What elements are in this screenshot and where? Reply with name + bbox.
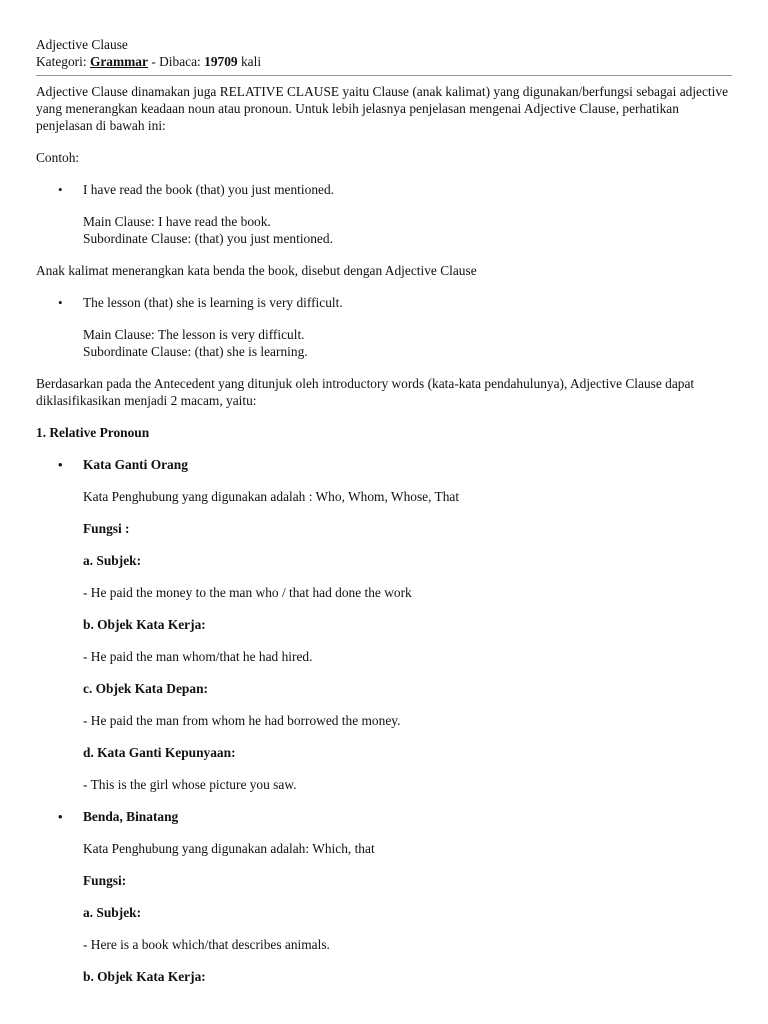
example2-sub: Subordinate Clause: (that) she is learning. — [83, 344, 308, 359]
classification-paragraph: Berdasarkan pada the Antecedent yang ditunjuk oleh introductory words (kata-kata pendahulunya), Adjective Clause dapat diklasifikasikan menjadi 2 macam, yaitu: — [36, 376, 695, 408]
benda-b-label: b. Objek Kata Kerja: — [83, 969, 206, 984]
document-page — [36, 36, 732, 985]
note1-paragraph: Anak kalimat menerangkan kata benda the book, disebut dengan Adjective Clause — [36, 263, 477, 278]
example1-main: Main Clause: I have read the book. — [83, 214, 271, 229]
document-header — [36, 36, 732, 70]
example1-bullet: • I have read the book (that) you just mentioned. — [36, 181, 732, 198]
read-count: 19709 — [204, 54, 238, 69]
section1-heading: 1. Relative Pronoun — [36, 425, 150, 440]
dibaca-label: - Dibaca: — [151, 54, 201, 69]
kategori-label: Kategori: — [36, 54, 87, 69]
contoh-label: Contoh: — [36, 150, 80, 165]
orang-d-label: d. Kata Ganti Kepunyaan: — [83, 745, 236, 760]
orang-fungsi: Fungsi : — [83, 521, 130, 536]
orang-b-label: b. Objek Kata Kerja: — [83, 617, 206, 632]
page-title: Adjective Clause — [36, 37, 128, 52]
orang-a-example: - He paid the money to the man who / that had done the work — [83, 585, 412, 600]
orang-a-label: a. Subjek: — [83, 553, 142, 568]
orang-b-example: - He paid the man whom/that he had hired. — [83, 649, 313, 664]
benda-list — [36, 808, 732, 825]
example2-clauses — [36, 326, 732, 360]
benda-bullet: • Benda, Binatang — [36, 808, 732, 825]
benda-penghubung: Kata Penghubung yang digunakan adalah: Which, that — [83, 841, 375, 856]
example2-main: Main Clause: The lesson is very difficult. — [83, 327, 305, 342]
intro-paragraph: Adjective Clause dinamakan juga RELATIVE CLAUSE yaitu Clause (anak kalimat) yang digunakan/berfungsi sebagai adjective yang menerangkan keadaan noun atau pronoun. Untuk lebih jelasnya penjelasan mengenai Adjective Clause, perhatikan penjelasan di bawah ini: — [36, 84, 729, 133]
example2-list — [36, 294, 732, 311]
orang-bullet: • Kata Ganti Orang — [36, 456, 732, 473]
meta-line — [36, 53, 732, 70]
benda-fungsi: Fungsi: — [83, 873, 127, 888]
benda-a-example: - Here is a book which/that describes animals. — [83, 937, 330, 952]
benda-a-label: a. Subjek: — [83, 905, 142, 920]
example1-clauses — [36, 213, 732, 247]
header-divider — [36, 75, 732, 76]
orang-d-example: - This is the girl whose picture you saw. — [83, 777, 297, 792]
orang-penghubung: Kata Penghubung yang digunakan adalah : Who, Whom, Whose, That — [83, 489, 460, 504]
orang-c-example: - He paid the man from whom he had borrowed the money. — [83, 713, 401, 728]
example1-list — [36, 181, 732, 198]
dibaca-suffix: kali — [240, 54, 262, 69]
kategori-link[interactable]: Grammar — [89, 54, 148, 69]
orang-list — [36, 456, 732, 473]
example1-sub: Subordinate Clause: (that) you just mentioned. — [83, 231, 333, 246]
orang-c-label: c. Objek Kata Depan: — [83, 681, 208, 696]
example2-bullet: • The lesson (that) she is learning is very difficult. — [36, 294, 732, 311]
